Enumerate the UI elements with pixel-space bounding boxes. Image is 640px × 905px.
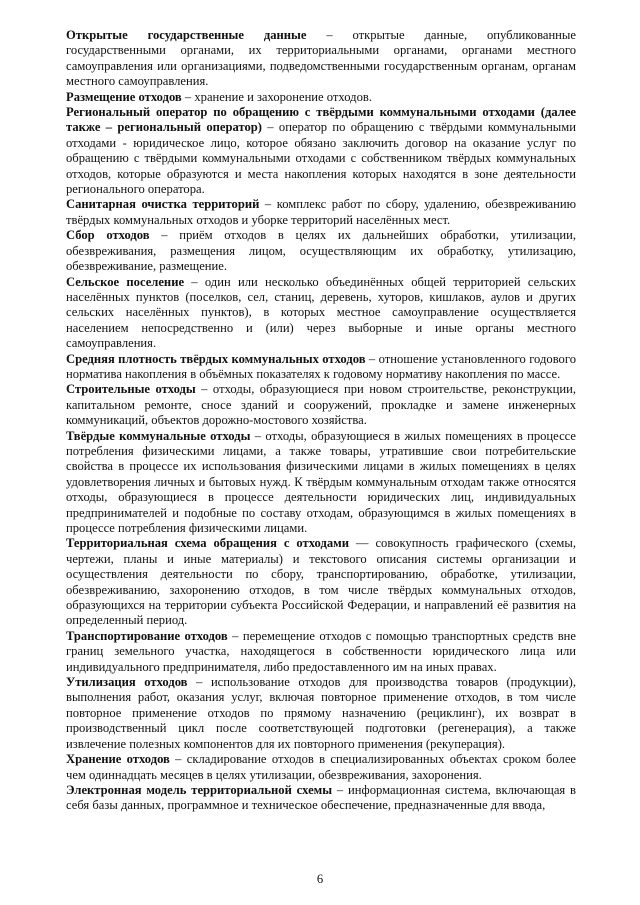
- page-number: 6: [316, 872, 324, 886]
- glossary-entry: [66, 228, 576, 274]
- definition: – один или несколько объединённых общей территорией сельских населённых пунктов (поселков, сел, станиц, деревень, хуторов, кишлаков, аулов и других сельских населённых пунктов), в которых местное самоуправление осуществляется населением непосредственно и (или) через выборные и иные органы местного самоуправления.: [66, 274, 576, 351]
- term: Региональный оператор по обращению с твёрдыми коммунальными отходами (далее также – региональный оператор): [66, 105, 576, 135]
- definition: – оператор по обращению с твёрдыми коммунальными отходами - юридическое лицо, которое обязано заключить договор на оказание услуг по обращению с твёрдыми коммунальными отходами с собственником твёрдых коммунальных отходов, которые образуются и места накопления которых находятся в зоне деятельности регионального оператора.: [66, 120, 576, 197]
- term: Открытые государственные данные: [66, 28, 307, 42]
- definition: – перемещение отходов с помощью транспортных средств вне границ земельного участка, находящегося в собственности юридического лица или индивидуального предпринимателя, либо предоставленного им на иных правах.: [66, 628, 576, 674]
- definition: – отходы, образующиеся при новом строительстве, реконструкции, капитальном ремонте, сносе зданий и сооружений, прокладке и замене инженерных коммуникаций, объектов дорожно-мостового хозяйства.: [66, 382, 576, 428]
- glossary-entry: [66, 352, 576, 383]
- glossary-entry: [66, 197, 576, 228]
- term: Транспортирование отходов: [66, 628, 228, 643]
- definition: – открытые данные, опубликованные государственными органами, их территориальными органами, органами местного самоуправления или организациями, подведомственными государственным органам, органам местного самоуправления.: [66, 28, 576, 89]
- term: Электронная модель территориальной схемы: [66, 782, 333, 797]
- term: Сельское поселение: [66, 274, 185, 289]
- glossary: [66, 28, 576, 814]
- term: Средняя плотность твёрдых коммунальных отходов: [66, 351, 366, 366]
- glossary-entry: [66, 536, 576, 628]
- term: Территориальная схема обращения с отходами: [66, 536, 349, 551]
- glossary-entry: [66, 429, 576, 537]
- term: Строительные отходы: [66, 382, 196, 397]
- glossary-entry: [66, 90, 576, 105]
- definition: – использование отходов для производства товаров (продукции), выполнения работ, оказания услуг, включая повторное применение отходов, в том числе повторное применение отходов по прямому назначению (рециклинг), их возврат в производственный цикл после соответствующей подготовки (регенерация), а также извлечение полезных компонентов для их повторного применения (рекуперация).: [66, 675, 577, 751]
- glossary-entry: [66, 675, 576, 752]
- glossary-entry: [66, 783, 576, 814]
- definition: – отношение установленного годового норматива накопления в объёмных показателях к годовому нормативу накопления по массе.: [66, 351, 577, 381]
- glossary-entry: [66, 752, 576, 783]
- glossary-entry: [66, 105, 576, 197]
- definition: – комплекс работ по сбору, удалению, обезвреживанию твёрдых коммунальных отходов и уборке территорий населённых мест.: [66, 197, 576, 227]
- glossary-entry: [66, 382, 576, 428]
- term: Утилизация отходов: [66, 675, 188, 690]
- glossary-entry: [66, 629, 576, 675]
- term: Хранение отходов: [66, 752, 170, 767]
- definition: – хранение и захоронение отходов.: [181, 89, 372, 104]
- term: Санитарная очистка территорий: [66, 197, 260, 212]
- definition: – приём отходов в целях их дальнейших обработки, утилизации, обезвреживания, размещения лицом, осуществляющим их обработку, утилизацию, обезвреживание, размещение.: [66, 228, 576, 274]
- definition: – отходы, образующиеся в жилых помещениях в процессе потребления физическими лицами, а также товары, утратившие свои потребительские свойства в процессе их использования физическими лицами в жилых помещениях в целях удовлетворения личных и бытовых нужд. К твёрдым коммунальным отходам также относятся отходы, образующиеся в процессе деятельности юридических лиц, индивидуальных предпринимателей и подобные по составу отходам, образующимся в жилых помещениях в процессе потребления физическими лицами.: [66, 428, 576, 535]
- term: Размещение отходов: [66, 89, 182, 104]
- definition: – складирование отходов в специализированных объектах сроком более чем одиннадцать месяцев в целях утилизации, обезвреживания, захоронения.: [66, 752, 577, 782]
- definition: — совокупность графического (схемы, чертежи, планы и иные материалы) и текстового описания системы организации и осуществления деятельности по сбору, транспортированию, обработке, утилизации, обезвреживанию, захоронению отходов, в том числе твёрдых коммунальных отходов, образующихся на территории субъекта Российской Федерации, и направлений её развития на определенный период.: [66, 536, 576, 628]
- glossary-entry: [66, 275, 576, 352]
- term: Твёрдые коммунальные отходы: [66, 428, 251, 443]
- definition: – информационная система, включающая в себя базы данных, программное и техническое обеспечение, предназначенные для ввода,: [66, 782, 576, 813]
- term: Сбор отходов: [66, 228, 150, 243]
- glossary-entry: [66, 28, 576, 90]
